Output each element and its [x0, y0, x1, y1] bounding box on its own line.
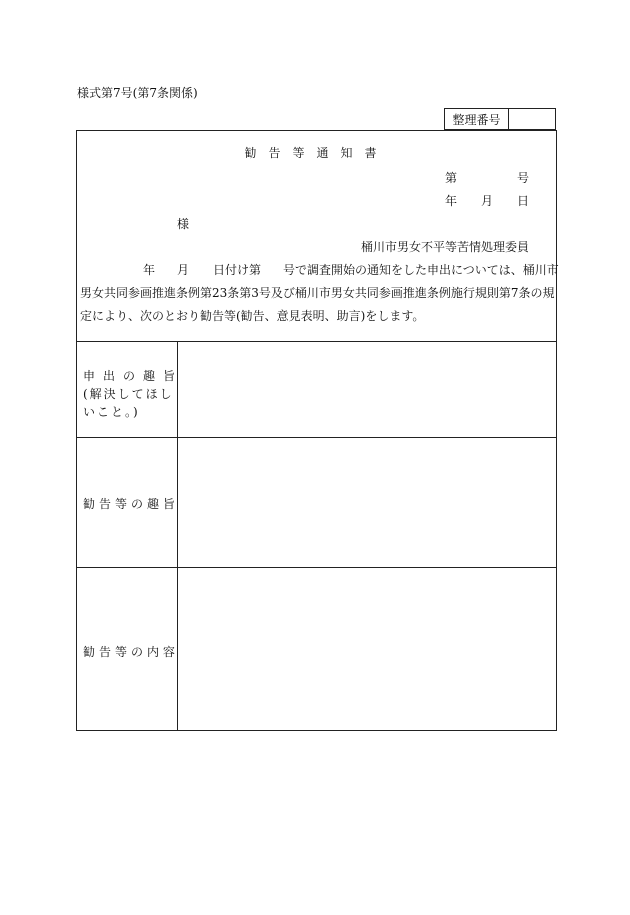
- number-prefix: 第: [445, 171, 458, 185]
- addressee-suffix: 様: [177, 217, 190, 231]
- number-suffix: 号: [517, 171, 530, 185]
- label-char: 等: [114, 645, 127, 659]
- label-char: 告: [98, 645, 111, 659]
- label-char: 勧: [83, 497, 96, 511]
- row-label-request-purpose-line2: (解決してほし: [83, 387, 174, 401]
- row-label-request-purpose: [83, 367, 175, 384]
- label-char: 告: [98, 497, 111, 511]
- divider: [77, 437, 556, 438]
- reference-number-box: [444, 108, 556, 130]
- body-month: 月: [177, 263, 190, 277]
- label-char: 勧: [83, 645, 96, 659]
- label-char: 出: [102, 369, 115, 383]
- label-char: 趣: [142, 369, 155, 383]
- label-char: 容: [162, 645, 175, 659]
- date-month: 月: [481, 194, 494, 208]
- row-label-recommendation-purpose: [83, 495, 175, 512]
- body-text-line1: 号で調査開始の通知をした申出については、桶川市: [283, 263, 559, 277]
- label-char: の: [122, 369, 135, 383]
- recommendation-content-field[interactable]: [179, 569, 555, 729]
- divider: [77, 567, 556, 568]
- label-char: 旨: [162, 497, 175, 511]
- reference-number-field[interactable]: [509, 109, 555, 129]
- label-char: 申: [83, 369, 96, 383]
- issuer-name: 桶川市男女不平等苦情処理委員: [360, 240, 529, 254]
- date-year: 年: [445, 194, 458, 208]
- row-label-request-purpose-line3: いこと。): [83, 405, 140, 419]
- label-char: 趣: [146, 497, 159, 511]
- row-label-recommendation-content: [83, 643, 175, 660]
- recommendation-purpose-field[interactable]: [179, 439, 555, 565]
- label-char: 内: [146, 645, 159, 659]
- request-purpose-field[interactable]: [179, 343, 555, 435]
- label-char: 等: [114, 497, 127, 511]
- reference-number-label: 整理番号: [445, 109, 509, 129]
- label-char: の: [130, 645, 143, 659]
- column-divider: [177, 341, 178, 730]
- notice-title: 勧告等通知書: [244, 146, 389, 160]
- body-text-line3: 定により、次のとおり勧告等(勧告、意見表明、助言)をします。: [80, 309, 425, 323]
- label-char: 旨: [162, 369, 175, 383]
- body-text-line2: 男女共同参画推進条例第23条第3号及び桶川市男女共同参画推進条例施行規則第7条の規: [80, 286, 555, 300]
- divider: [77, 341, 556, 342]
- notice-form-frame: [76, 130, 557, 731]
- body-year: 年: [143, 263, 156, 277]
- date-day: 日: [517, 194, 530, 208]
- body-date-text: 日付け第: [213, 263, 262, 277]
- form-number-label: 様式第7号(第7条関係): [77, 86, 198, 100]
- label-char: の: [130, 497, 143, 511]
